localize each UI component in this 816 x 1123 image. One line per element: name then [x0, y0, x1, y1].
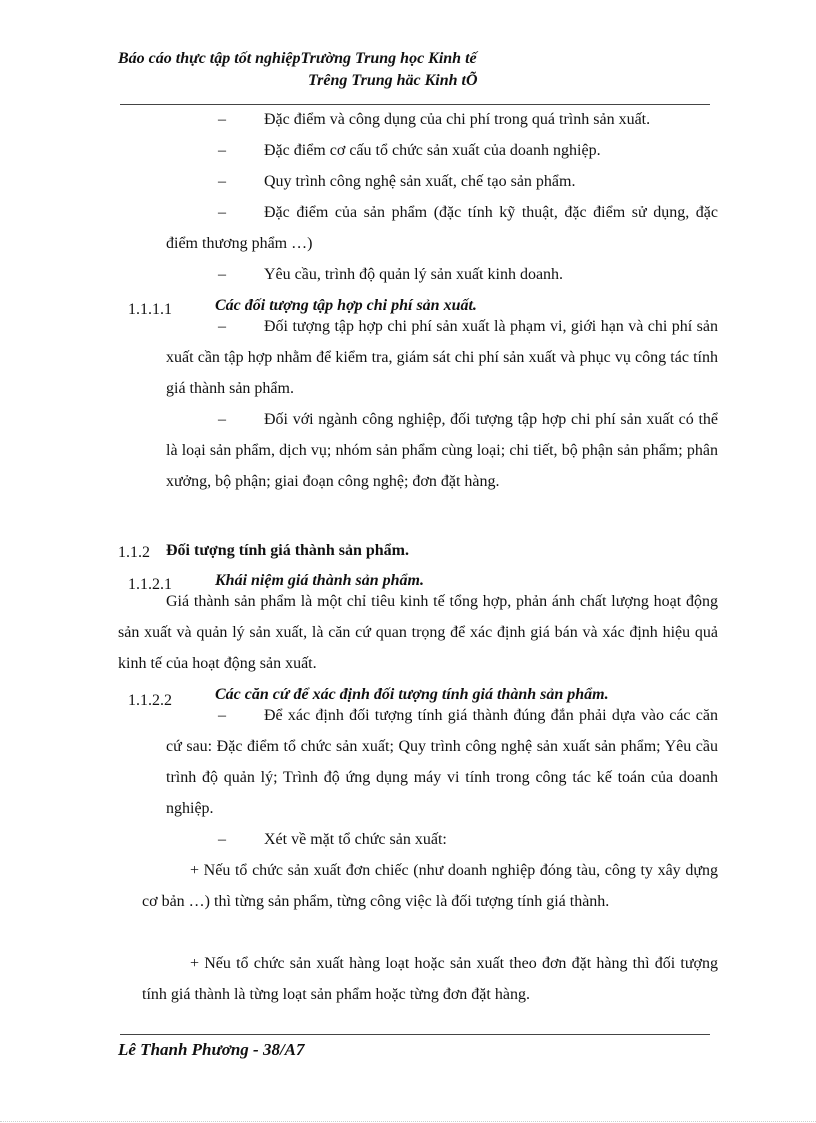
paragraph: + Nếu tổ chức sản xuất hàng loạt hoặc sản xuất theo đơn đặt hàng thì đối tượng tính giá thành là từng loạt sản phẩm hoặc từng đơn đặt hàng. [142, 955, 718, 1003]
bullet-dash: – [218, 411, 226, 428]
bullet-dash: – [218, 318, 226, 335]
bullet-item-3: Quy trình công nghệ sản xuất, chế tạo sản phẩm. [264, 173, 576, 190]
bullet-dash: – [218, 204, 226, 221]
section-title: Các đối tượng tập hợp chi phí sản xuất. [215, 297, 477, 314]
section-number: 1.1.2.1 [128, 576, 172, 593]
bullet-dash: – [218, 142, 226, 159]
section-number: 1.1.2.2 [128, 692, 172, 709]
paragraph: Đối tượng tập hợp chi phí sản xuất là phạm vi, giới hạn và chi phí sản xuất cần tập hợp nhằm để kiểm tra, giám sát chi phí sản xuất và phục vụ công tác tính giá thành sản phẩm. [166, 318, 718, 397]
bullet-item-4: Đặc điểm của sản phẩm (đặc tính kỹ thuật, đặc điểm sử dụng, đặc điểm thương phẩm …) [166, 204, 718, 252]
section-title: Các căn cứ để xác định đối tượng tính giá thành sản phẩm. [215, 686, 609, 703]
paragraph: Để xác định đối tượng tính giá thành đúng đắn phải dựa vào các căn cứ sau: Đặc điểm tổ chức sản xuất; Quy trình công nghệ sản xuất sản phẩm; Yêu cầu trình độ quản lý; Trình độ ứng dụng máy vi tính trong công tác kế toán của doanh nghiệp. [166, 707, 718, 817]
bullet-item-5: Yêu cầu, trình độ quản lý sản xuất kinh doanh. [264, 266, 564, 283]
bullet-dash: – [218, 173, 226, 190]
footer-rule [120, 1034, 710, 1035]
paragraph: Xét về mặt tổ chức sản xuất: [264, 831, 447, 848]
bullet-dash: – [218, 707, 226, 724]
section-number: 1.1.1.1 [128, 301, 172, 318]
header-line-2: Trêng Trung häc Kinh tÕ [308, 72, 478, 89]
bullet-item-2: Đặc điểm cơ cấu tổ chức sản xuất của doanh nghiệp. [264, 142, 601, 159]
section-title: Khái niệm giá thành sản phẩm. [215, 572, 424, 589]
paragraph: Giá thành sản phẩm là một chỉ tiêu kinh tế tổng hợp, phản ánh chất lượng hoạt động sản xuất và quản lý sản xuất, là căn cứ quan trọng để xác định giá bán và xác định hiệu quả kinh tế của hoạt động sản xuất. [118, 593, 718, 672]
bullet-dash: – [218, 831, 226, 848]
bullet-dash: – [218, 111, 226, 128]
bullet-dash: – [218, 266, 226, 283]
bullet-item-1: Đặc điểm và công dụng của chi phí trong quá trình sản xuất. [264, 111, 651, 128]
section-number: 1.1.2 [118, 544, 150, 561]
page-bottom-edge [0, 1121, 816, 1122]
header-line-1: Báo cáo thực tập tốt nghiệpTrường Trung học Kinh tế [118, 50, 477, 67]
paragraph: + Nếu tổ chức sản xuất đơn chiếc (như doanh nghiệp đóng tàu, công ty xây dựng cơ bản …) thì từng sản phẩm, từng công việc là đối tượng tính giá thành. [142, 862, 718, 910]
section-title: Đối tượng tính giá thành sản phẩm. [166, 542, 409, 559]
footer-author: Lê Thanh Phương - 38/A7 [118, 1040, 305, 1059]
paragraph: Đối với ngành công nghiệp, đối tượng tập hợp chi phí sản xuất có thể là loại sản phẩm, dịch vụ; nhóm sản phẩm cùng loại; chi tiết, bộ phận sản phẩm; phân xưởng, bộ phận; giai đoạn công nghệ; đơn đặt hàng. [166, 411, 718, 490]
